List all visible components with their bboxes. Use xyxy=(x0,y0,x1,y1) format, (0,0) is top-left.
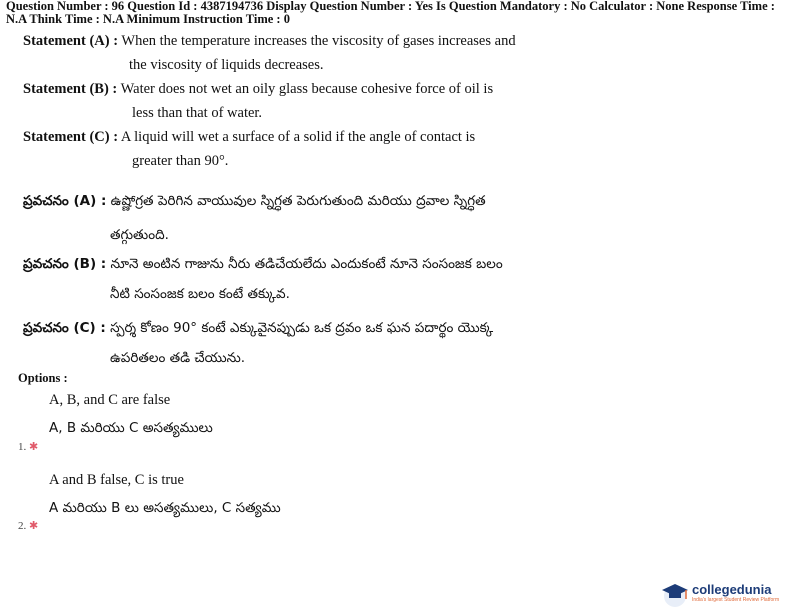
logo-brand: collegedunia xyxy=(692,582,772,597)
statement-b-te xyxy=(23,256,503,275)
statement-c-te xyxy=(23,320,493,339)
statement-a-te-label: ప్రవచనం (A) : xyxy=(23,193,107,209)
statement-c-label: Statement (C) : xyxy=(23,129,119,145)
statement-b-te-text: నూనె అంటిన గాజును నీరు తడిచేయలేదు ఎందుకంటే నూనె సంసంజక బలం xyxy=(110,256,503,272)
option-1-telugu[interactable]: A, B మరియు C అసత్యములు xyxy=(49,420,213,436)
option-2-telugu[interactable]: A మరియు B లు అసత్యములు, C సత్యము xyxy=(49,500,281,516)
statement-c-te-text: స్పర్శ కోణం 90° కంటే ఎక్కువైనప్పుడు ఒక ద్రవం ఒక ఘన పదార్థం యొక్క xyxy=(110,320,494,336)
statement-c-te-cont: ఉపరితలం తడి చేయును. xyxy=(110,350,246,366)
header-line-2: N.A Think Time : N.A Minimum Instruction Time : 0 xyxy=(6,12,290,26)
statement-b-en xyxy=(23,81,493,98)
statement-b-cont: less than that of water. xyxy=(132,105,263,121)
option-2-english[interactable]: A and B false, C is true xyxy=(49,472,184,488)
collegedunia-logo xyxy=(660,580,788,610)
statement-c-en xyxy=(23,129,475,146)
header-line-1: Question Number : 96 Question Id : 4387194736 Display Question Number : Yes Is Question Mandatory : No Calculator : None Response Time : xyxy=(6,0,775,13)
options-heading: Options : xyxy=(18,371,68,385)
statement-a-en xyxy=(23,33,516,50)
statement-a-te xyxy=(23,193,486,212)
option-1-english[interactable]: A, B, and C are false xyxy=(49,392,171,408)
question-header xyxy=(6,0,786,26)
option-2-number xyxy=(18,519,38,532)
option-1-number xyxy=(18,440,38,453)
statement-b-text: Water does not wet an oily glass because cohesive force of oil is xyxy=(120,81,494,97)
statement-b-label: Statement (B) : xyxy=(23,81,118,97)
statement-a-te-cont: తగ్గుతుంది. xyxy=(110,227,169,243)
logo-tagline: India's largest Student Review Platform xyxy=(692,597,780,603)
graduation-cap-icon xyxy=(660,580,690,608)
asterisk-icon: ✱ xyxy=(29,520,39,532)
statement-a-text: When the temperature increases the viscosity of gases increases and xyxy=(121,33,516,49)
asterisk-icon: ✱ xyxy=(29,441,39,453)
statement-a-te-text: ఉష్ణోగ్రత పెరిగిన వాయువుల స్నిగ్ధత పెరుగుతుంది మరియు ద్రవాల స్నిగ్ధత xyxy=(110,193,486,209)
statement-a-label: Statement (A) : xyxy=(23,33,119,49)
statement-c-text: A liquid will wet a surface of a solid if the angle of contact is xyxy=(120,129,476,145)
option-1-number-text: 1. xyxy=(18,441,27,453)
option-2-number-text: 2. xyxy=(18,520,27,532)
statement-b-te-label: ప్రవచనం (B) : xyxy=(23,256,107,272)
statement-a-cont: the viscosity of liquids decreases. xyxy=(129,57,324,73)
statement-c-cont: greater than 90°. xyxy=(132,153,229,169)
statement-c-te-label: ప్రవచనం (C) : xyxy=(23,320,106,336)
statement-b-te-cont: నీటి సంసంజక బలం కంటే తక్కువ. xyxy=(110,286,290,302)
